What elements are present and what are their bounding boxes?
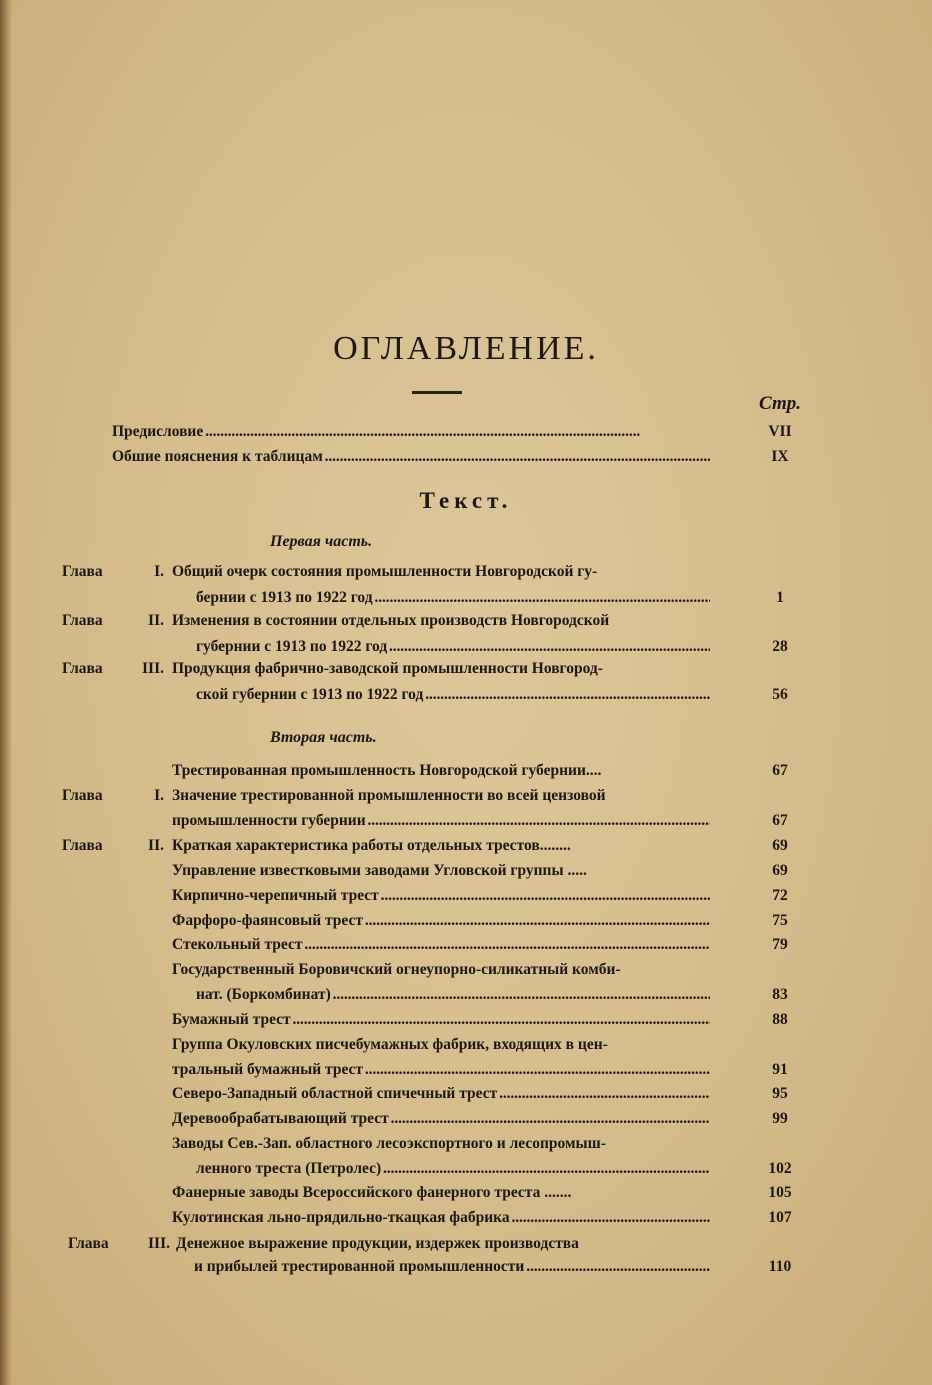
toc-entry-cont[interactable]	[0, 812, 932, 837]
toc-entry-cont[interactable]	[0, 1061, 932, 1086]
toc-entry-page: 105	[768, 1184, 792, 1201]
chapter-label: Глава	[62, 563, 103, 580]
toc-entry-text: Краткая характеристика работы отдельных трестов........	[172, 837, 571, 854]
toc-entry-text: промышленности губернии . . .	[172, 812, 710, 830]
toc-entry[interactable]	[0, 612, 932, 637]
toc-entry[interactable]	[0, 1235, 932, 1260]
toc-entry-text: Фанерные заводы Всероссийского фанерного треста .......	[172, 1184, 572, 1201]
toc-entry-text: ленного треста (Петролес) . . .	[196, 1160, 710, 1178]
toc-entry-text: Кирпично-черепичный трест . . .	[172, 887, 710, 905]
toc-entry-page: 99	[772, 1110, 788, 1127]
chapter-label: Глава	[62, 660, 103, 677]
toc-entry[interactable]	[0, 1085, 932, 1110]
toc-entry-page: 83	[772, 986, 788, 1003]
toc-entry-text: Продукция фабрично-заводской промышленности Новгород-	[172, 660, 603, 677]
chapter-number: I.	[154, 563, 164, 580]
toc-entry[interactable]	[0, 1209, 932, 1234]
toc-entry[interactable]	[0, 563, 932, 588]
toc-entry-page: VII	[768, 423, 792, 440]
toc-entry-text: Предисловие . . .	[112, 423, 710, 441]
chapter-label: Глава	[62, 787, 103, 804]
toc-entry-text: Обшие пояснения к таблицам . . .	[112, 448, 710, 466]
toc-entry[interactable]	[0, 862, 932, 887]
toc-entry[interactable]	[0, 1110, 932, 1135]
toc-entry-text: тральный бумажный трест . . .	[172, 1061, 710, 1079]
toc-entry-text: Трестированная промышленность Новгородской губернии....	[172, 762, 602, 779]
chapter-number: III.	[142, 660, 164, 677]
toc-entry-page: 110	[768, 1258, 792, 1275]
toc-entry-page: 72	[772, 887, 788, 904]
toc-entry[interactable]	[0, 837, 932, 862]
chapter-number: II.	[148, 837, 164, 854]
toc-entry-cont[interactable]	[0, 589, 932, 614]
toc-entry-page: 69	[772, 837, 788, 854]
toc-entry[interactable]	[0, 887, 932, 912]
toc-entry-page: 91	[772, 1061, 788, 1078]
toc-entry-text: Заводы Сев.-Зап. областного лесоэкспортного и лесопромыш-	[172, 1135, 606, 1152]
toc-entry-page: 69	[772, 862, 788, 879]
toc-entry[interactable]	[0, 787, 932, 812]
toc-entry-text: Северо-Западный областной спичечный трест . . .	[172, 1085, 710, 1103]
toc-entry-page: 28	[772, 638, 788, 655]
chapter-label: Глава	[62, 612, 103, 629]
title-rule	[412, 391, 462, 394]
toc-entry-text: и прибылей трестированной промышленности . . .	[194, 1258, 710, 1276]
toc-entry[interactable]	[0, 912, 932, 937]
toc-entry-text: Стекольный трест . . .	[172, 936, 710, 954]
toc-entry[interactable]	[0, 1011, 932, 1036]
toc-entry-preface[interactable]	[0, 423, 932, 448]
toc-entry-text: Государственный Боровичский огнеупорно-силикатный комби-	[172, 961, 621, 978]
part-heading: Первая часть.	[270, 533, 373, 550]
toc-entry-page: IX	[771, 448, 789, 465]
toc-entry-page: 88	[772, 1011, 788, 1028]
toc-entry-text: Изменения в состоянии отдельных производств Новгородской	[172, 612, 610, 629]
toc-entry-text: Общий очерк состояния промышленности Новгородской гу-	[172, 563, 598, 580]
toc-entry[interactable]	[0, 660, 932, 685]
chapter-number: I.	[154, 787, 164, 804]
toc-entry-page: 107	[768, 1209, 792, 1226]
toc-entry-cont[interactable]	[0, 1160, 932, 1185]
toc-entry-text: Бумажный трест . . .	[172, 1011, 710, 1029]
page-title: ОГЛАВЛЕНИЕ.	[333, 330, 599, 367]
toc-entry-explanations[interactable]	[0, 448, 932, 473]
toc-entry-page: 79	[772, 936, 788, 953]
toc-entry-text: губернии с 1913 по 1922 год . . .	[196, 638, 710, 656]
toc-entry-page: 67	[772, 812, 788, 829]
chapter-number: II.	[148, 612, 164, 629]
toc-entry[interactable]	[0, 1135, 932, 1160]
toc-entry-cont[interactable]	[0, 986, 932, 1011]
toc-entry[interactable]	[0, 1036, 932, 1061]
section-heading: Текст.	[419, 488, 513, 513]
toc-entry-text: бернии с 1913 по 1922 год . . .	[196, 589, 710, 607]
toc-entry-page: 95	[772, 1085, 788, 1102]
toc-entry-text: Группа Окуловских писчебумажных фабрик, входящих в цен-	[172, 1036, 608, 1053]
chapter-label: Глава	[68, 1235, 109, 1252]
toc-entry-page: 67	[772, 762, 788, 779]
toc-entry-text: нат. (Боркомбинат) . . .	[196, 986, 710, 1004]
toc-entry[interactable]	[0, 936, 932, 961]
toc-entry-page: 75	[772, 912, 788, 929]
toc-entry[interactable]	[0, 762, 932, 787]
toc-entry-text: Кулотинская льно-прядильно-ткацкая фабрика . . .	[172, 1209, 710, 1227]
toc-entry-page: 56	[772, 686, 788, 703]
chapter-number: III.	[148, 1235, 170, 1252]
toc-entry-text: ской губернии с 1913 по 1922 год . . .	[196, 686, 710, 704]
toc-entry[interactable]	[0, 1184, 932, 1209]
toc-entry-page: 102	[768, 1160, 792, 1177]
toc-entry[interactable]	[0, 961, 932, 986]
toc-entry-cont[interactable]	[0, 1258, 932, 1283]
part-heading: Вторая часть.	[270, 729, 377, 746]
page-column-label: Стр.	[759, 393, 801, 414]
toc-entry-text: Фарфоро-фаянсовый трест . . .	[172, 912, 710, 930]
toc-entry-text: Значение трестированной промышленности во всей цензовой	[172, 787, 606, 804]
toc-entry-page: 1	[776, 589, 784, 606]
chapter-label: Глава	[62, 837, 103, 854]
toc-entry-text: Денежное выражение продукции, издержек производства	[176, 1235, 579, 1252]
toc-entry-cont[interactable]	[0, 686, 932, 711]
toc-entry-text: Управление известковыми заводами Угловской группы .....	[172, 862, 587, 879]
toc-entry-text: Деревообрабатывающий трест . . .	[172, 1110, 710, 1128]
